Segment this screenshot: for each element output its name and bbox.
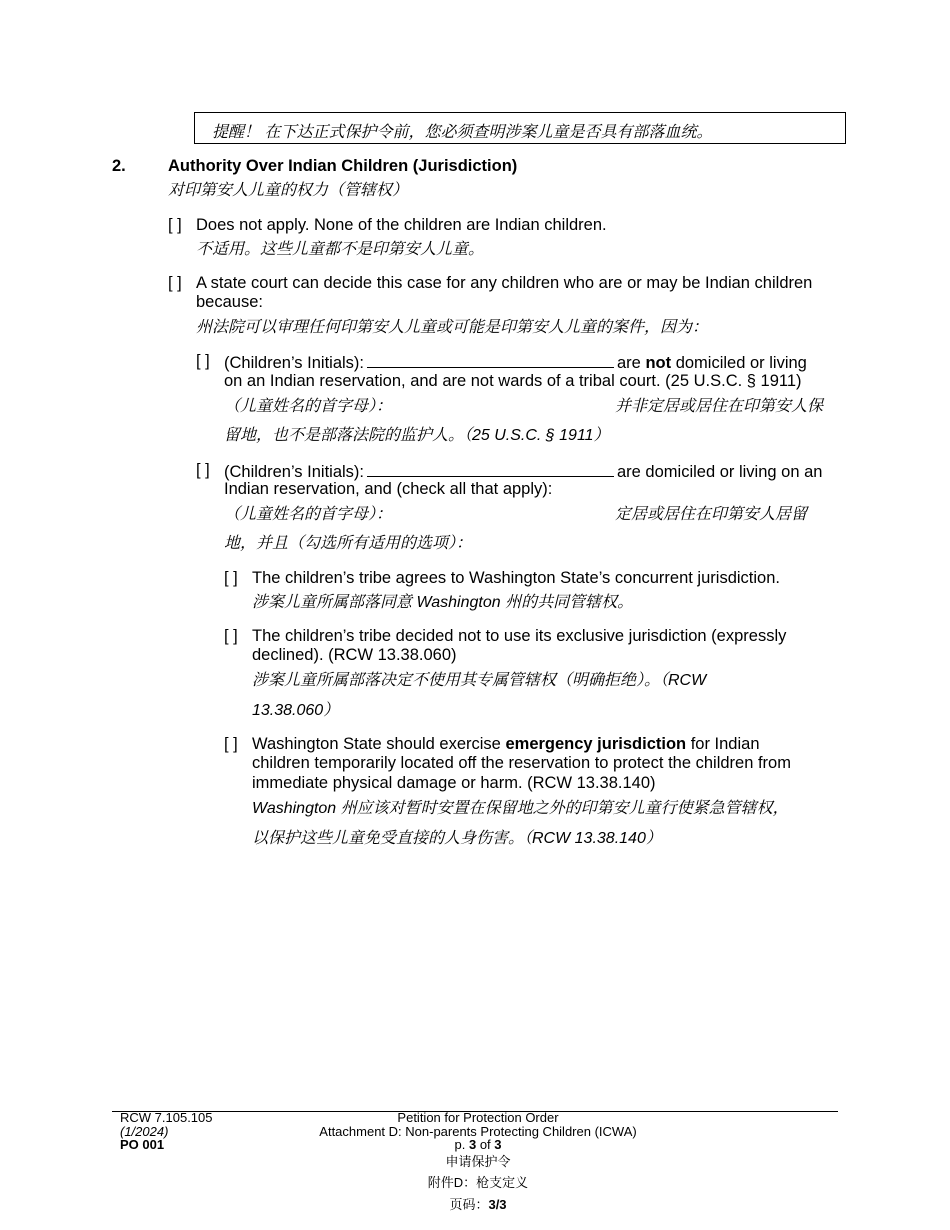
option-state-court-line1: A state court can decide this case for any children who are or may be Indian children (196, 274, 813, 292)
option-emergency-line2: children temporarily located off the reservation to protect the children from (252, 754, 791, 772)
page-number: 3 (468, 1137, 477, 1152)
zh-page-value: 3/3 (488, 1197, 507, 1212)
domiciled-text: domiciled or living (675, 354, 807, 372)
option-emergency-zh-line1: Washington 州应该对暂时安置在保留地之外的印第安儿童行使紧急管辖权， (252, 800, 789, 817)
checkbox-emergency[interactable]: [ ] (224, 735, 238, 753)
option-emergency-line1 (252, 735, 760, 754)
checkbox-not-domiciled[interactable]: [ ] (196, 352, 210, 370)
option-emergency-zh-line2: 以保护这些儿童免受直接的人身伤害。（RCW 13.38.140） (252, 830, 662, 847)
footer-rcw: RCW 7.105.105 (120, 1110, 213, 1125)
footer-title: Petition for Protection Order (397, 1110, 559, 1125)
sub-not-domiciled-line1 (224, 352, 807, 373)
are-text: are (617, 354, 641, 372)
emergency-jurisdiction-emphasis: emergency jurisdiction (505, 735, 687, 753)
page-total: 3 (494, 1137, 502, 1152)
section-number: 2. (112, 157, 126, 175)
sub-domiciled-line2: Indian reservation, and (check all that apply): (224, 480, 553, 498)
sub-domiciled-zh-initials: （儿童姓名的首字母）： (224, 506, 393, 523)
checkbox-state-court[interactable]: [ ] (168, 274, 182, 292)
option-concurrent-zh: 涉案儿童所属部落同意 Washington 州的共同管辖权。 (252, 594, 634, 611)
sub-domiciled-zh-rest: 定居或居住在印第安人居留 (615, 506, 808, 523)
sub-domiciled-line1 (224, 461, 822, 482)
domiciled-text: are domiciled or living on an (617, 463, 823, 481)
footer-zh-attachment: 附件D：枪支定义 (427, 1175, 529, 1190)
option-emergency-line3: immediate physical damage or harm. (RCW 13.38.140) (252, 774, 656, 792)
checkbox-does-not-apply[interactable]: [ ] (168, 216, 182, 234)
option-does-not-apply: Does not apply. None of the children are Indian children. (196, 216, 607, 234)
sub-not-domiciled-zh-initials: （儿童姓名的首字母）： (224, 398, 393, 415)
sub-not-domiciled-line2: on an Indian reservation, and are not wards of a tribal court. (25 U.S.C. § 1911) (224, 372, 802, 390)
checkbox-declined[interactable]: [ ] (224, 627, 238, 645)
page-of: of (479, 1137, 491, 1152)
footer-attachment: Attachment D: Non-parents Protecting Children (ICWA) (319, 1124, 637, 1139)
initials-label: (Children’s Initials): (224, 463, 364, 481)
sub-domiciled-zh-line2: 地，并且（勾选所有适用的选项）： (224, 535, 473, 552)
checkbox-concurrent[interactable]: [ ] (224, 569, 238, 587)
initials-label: (Children’s Initials): (224, 354, 364, 372)
footer-zh-title: 申请保护令 (445, 1154, 511, 1169)
footer-page (278, 1138, 678, 1152)
option-declined-zh-line2: 13.38.060） (252, 702, 340, 719)
option-state-court-line2: because: (196, 293, 263, 311)
emergency-text-a: Washington State should exercise (252, 735, 501, 753)
initials-blank-1[interactable] (367, 352, 614, 368)
option-declined-zh-line1: 涉案儿童所属部落决定不使用其专属管辖权（明确拒绝）。（RCW (252, 672, 707, 689)
option-concurrent: The children’s tribe agrees to Washington State’s concurrent jurisdiction. (252, 569, 780, 587)
emergency-text-b: for Indian (690, 735, 760, 753)
zh-page-label: 页码： (449, 1197, 489, 1212)
option-declined-line1: The children’s tribe decided not to use its exclusive jurisdiction (expressly (252, 627, 787, 645)
not-emphasis: not (645, 354, 672, 372)
checkbox-domiciled[interactable]: [ ] (196, 461, 210, 479)
option-declined-line2: declined). (RCW 13.38.060) (252, 646, 457, 664)
section-title: Authority Over Indian Children (Jurisdiction) (168, 157, 518, 175)
initials-blank-2[interactable] (367, 461, 614, 477)
option-state-court-zh: 州法院可以审理任何印第安人儿童或可能是印第安人儿童的案件，因为： (196, 319, 709, 336)
option-does-not-apply-zh: 不适用。这些儿童都不是印第安人儿童。 (196, 241, 485, 258)
footer-form-number: PO 001 (120, 1137, 165, 1152)
section-title-zh: 对印第安人儿童的权力（管辖权） (168, 182, 409, 199)
reminder-box (194, 112, 846, 144)
sub-not-domiciled-zh-line2: 留地，也不是部落法院的监护人。（25 U.S.C. § 1911） (224, 427, 610, 444)
reminder-text: 提醒！ 在下达正式保护令前，您必须查明涉案儿童是否具有部落血统。 (212, 124, 713, 141)
footer-zh-page (278, 1198, 678, 1212)
page-prefix: p. (454, 1137, 466, 1152)
footer-date: (1/2024) (120, 1124, 169, 1139)
sub-not-domiciled-zh-rest: 并非定居或居住在印第安人保 (615, 398, 824, 415)
